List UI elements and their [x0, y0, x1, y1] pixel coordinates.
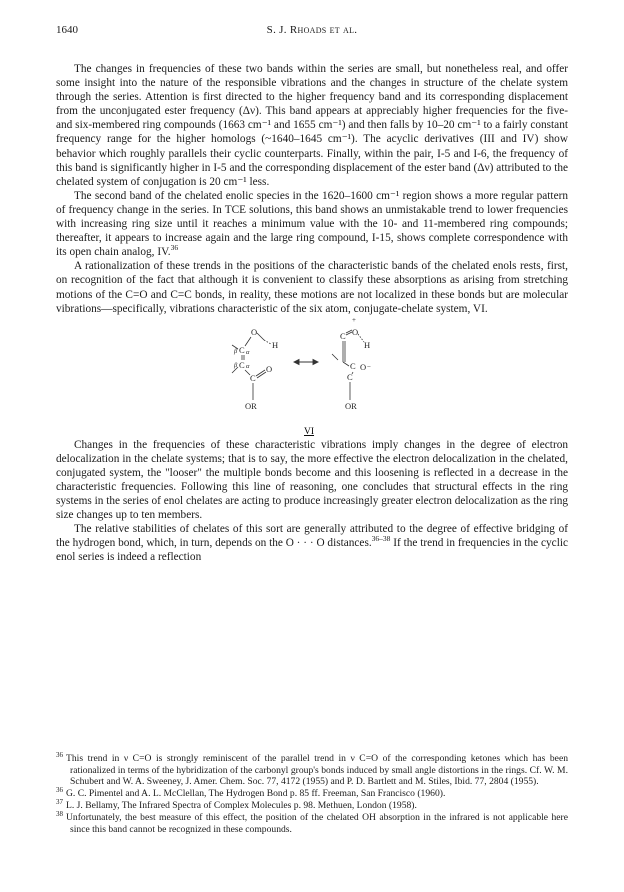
footnote-mark: 36: [56, 750, 63, 759]
ref-36: 36: [170, 243, 179, 253]
left-beta-1: β: [234, 347, 238, 355]
left-or: OR: [245, 400, 257, 411]
right-o-ester: O: [360, 361, 367, 372]
paragraph-2: [56, 189, 568, 259]
footnote-text: G. C. Pimentel and A. L. McClellan, The Hydrogen Bond p. 85 ff. Freeman, San Francisco (1960).: [66, 788, 446, 800]
left-c-beta: C: [239, 359, 245, 370]
left-beta-2: β: [234, 361, 238, 369]
right-structure: [332, 318, 371, 411]
footnote-text: Unfortunately, the best measure of this effect, the position of the chelated OH absorption in the infrared is not applicable here since this band cannot be recognized in these compounds.: [66, 812, 568, 836]
page-header: [56, 24, 568, 42]
footnote-text: L. J. Bellamy, The Infrared Spectra of Complex Molecules p. 98. Methuen, London (1958).: [66, 800, 417, 812]
footnote-mark: 36: [56, 786, 63, 795]
footnote-text: This trend in ν C=O is strongly reminiscent of the parallel trend in ν C=O of the corresponding ketones which has been rationalized in terms of the hybridization of the carbonyl group's bonds induced by small angle distortions in the rings. Cf. W. M. Schubert and W. A. Sweeney, J. Amer. Chem. Soc. 77, 4172 (1955) and P. D. Bartlett and M. Stiles, Ibid. 77, 2804 (1955).: [66, 753, 568, 788]
left-o-top: O: [251, 326, 258, 337]
ref-36-38: 36–38: [371, 534, 391, 544]
article-body: [56, 62, 568, 565]
resonance-arrow: [294, 359, 318, 364]
right-c-ester: C: [347, 371, 353, 382]
paragraph-3: A rationalization of these trends in the positions of the characteristic bands of the chelated enols rests, first, on recognition of the fact that although it is convenient to classify these absorptions as arising from stretching motions of the C=O and C=C bonds, in reality, these motions are not localized in these bonds but are molecular vibrations—specifically, vibrations characteristic of the six atom, conjugate-chelate system, VI.: [56, 260, 568, 315]
right-c-mid: C: [350, 360, 356, 371]
right-charge-minus: −: [367, 362, 371, 371]
footnote: [56, 750, 568, 788]
right-o-top: O: [352, 326, 359, 337]
right-c-top: C: [340, 330, 346, 341]
page-number: 1640: [56, 24, 78, 36]
paragraph-5: [56, 522, 568, 564]
left-alpha-1: α: [246, 348, 250, 356]
footnote: [56, 812, 568, 835]
right-charge-plus: +: [352, 317, 356, 324]
figure-label: VI: [304, 426, 315, 437]
left-c-alpha: C: [239, 344, 245, 355]
paragraph-1: The changes in frequencies of these two bands within the series are small, but nonetheless real, and offer some insight into the nature of the responsible vibrations and the changes in structure of the chelate system through the series. Attention is first directed to the higher frequency band and its corresponding displacement from the unconjugated ester frequency (Δν). This band appears at appreciably higher frequencies for the five- and six-membered ring compounds (1663 cm⁻¹ and 1655 cm⁻¹) and then falls by 10–20 cm⁻¹ to a fairly constant frequency range for the higher homologs (~1640–1645 cm⁻¹). The acyclic derivatives (III and IV) show behavior which roughly parallels their cyclic counterparts. Finally, within the pair, I-5 and I-6, the frequency of this band is significantly higher in I-5 and the corresponding displacement of the ester band (Δν) attributed to the chelated system of conjugation is 20 cm⁻¹ less.: [56, 63, 568, 188]
right-h: H: [364, 339, 371, 350]
footnote-mark: 37: [56, 798, 63, 807]
left-c-ester: C: [250, 372, 256, 383]
left-o-ester: O: [266, 363, 273, 374]
left-alpha-2: α: [246, 362, 250, 370]
chelate-structure-figure: [212, 318, 412, 438]
left-structure: [232, 327, 278, 411]
paragraph-5-tail: If the trend in frequencies in the cyclic enol series is indeed a reflection: [56, 537, 568, 564]
footnotes: [56, 750, 568, 836]
footnote-mark: 38: [56, 810, 63, 819]
left-h: H: [272, 339, 279, 350]
paragraph-2-text: The second band of the chelated enolic species in the 1620–1600 cm⁻¹ region shows a more regular pattern of frequency change in the series. In TCE solutions, this band shows an unmistakable trend to lower frequencies with increasing ring size until it reaches a minimum value with the 10- and 11-membered ring compounds; thereafter, it appears to increase again and the large ring compound, I-15, shows complete correspondence with its open chain analog, IV.: [56, 189, 568, 259]
running-head: S. J. Rhoads et al.: [266, 24, 358, 36]
paragraph-5-text: The relative stabilities of chelates of this sort are generally attributed to the degree of effective bridging of the hydrogen bond, which, in turn, depends on the O · · · O distances.: [56, 523, 568, 550]
paragraph-4: Changes in the frequencies of these characteristic vibrations imply changes in the degree of electron delocalization in the chelate systems; that is to say, the more effective the electron delocalization in the chelated, conjugated system, the "looser" the multiple bonds become and this loosening is reflected in a decrease in the characteristic frequencies. Following this line of reasoning, one concludes that structural effects in the ring systems in the series of enol chelates are acting to produce increasingly greater electron delocalization as the ring size changes up to ten members.: [56, 438, 568, 522]
footnote: [56, 788, 568, 800]
footnote: [56, 800, 568, 812]
right-or: OR: [345, 400, 357, 411]
